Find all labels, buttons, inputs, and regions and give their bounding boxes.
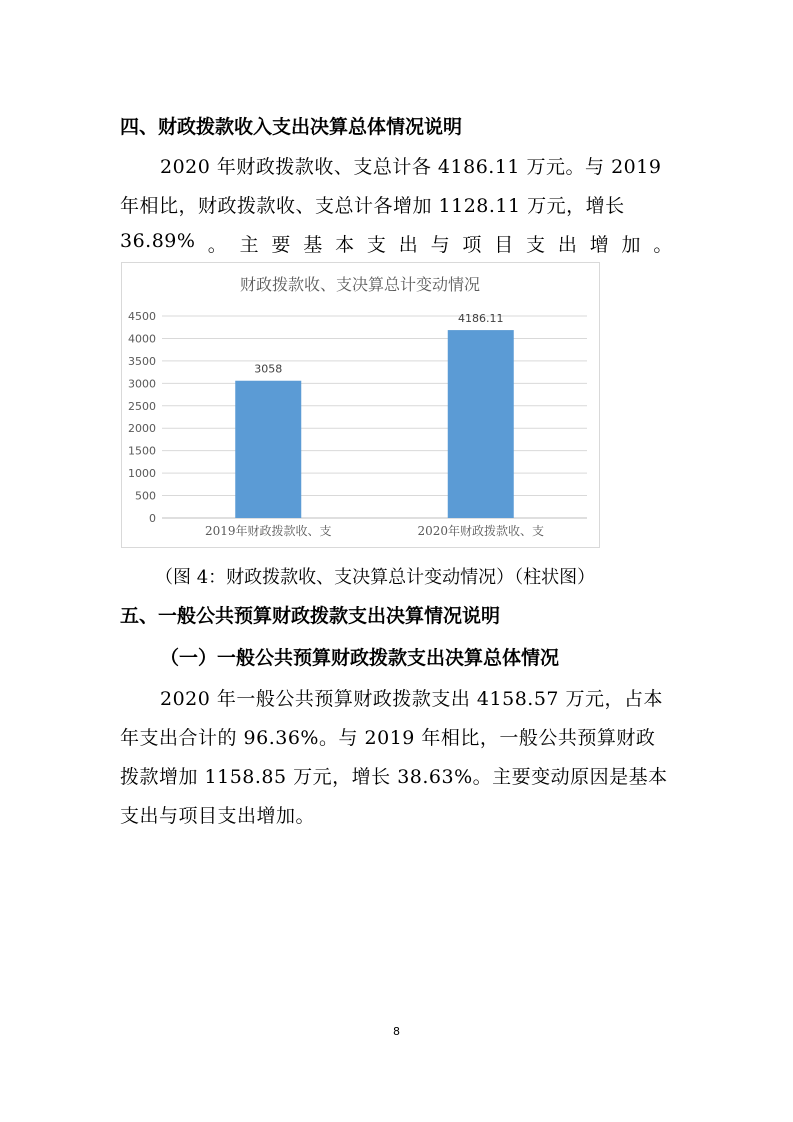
justified-token: 目 [494, 234, 514, 256]
data-label-1: 3058 [254, 362, 283, 376]
bar-2 [448, 330, 514, 518]
section5-para-line-4: 支出与项目支出增加。 [120, 805, 316, 827]
y-tick-label: 4000 [128, 332, 156, 346]
y-tick-label: 3000 [128, 377, 156, 391]
section5-heading: 五、一般公共预算财政拨款支出决算情况说明 [120, 605, 501, 627]
justified-token: 主 [239, 234, 260, 256]
justified-token: 与 [430, 234, 451, 256]
section5-para-line-3: 拨款增加 1158.85 万元，增长 38.63%。主要变动原因是基本 [120, 766, 668, 788]
section4-para-line-1: 2020 年财政拨款收、支总计各 4186.11 万元。与 2019 [160, 156, 662, 178]
y-tick-label: 1000 [128, 467, 156, 481]
section4-heading: 四、财政拨款收入支出决算总体情况说明 [120, 116, 463, 138]
y-tick-label: 2000 [128, 422, 156, 436]
y-tick-label: 3500 [128, 354, 156, 368]
bar-1 [235, 381, 301, 518]
justified-token: 本 [335, 234, 355, 256]
chart-title: 财政拨款收、支决算总计变动情况 [239, 275, 481, 294]
section5-para-line-1: 2020 年一般公共预算财政拨款支出 4158.57 万元，占本 [160, 688, 664, 710]
justified-token: 出 [398, 234, 419, 256]
y-tick-label: 1500 [128, 444, 156, 458]
justified-token: 要 [271, 234, 291, 256]
justified-token: 支 [366, 234, 387, 256]
bar-chart-svg [122, 263, 599, 547]
figure-caption: （图 4：财政拨款收、支决算总计变动情况）（柱状图） [155, 567, 596, 588]
y-tick-label: 0 [149, 512, 156, 525]
justified-token: 。 [207, 234, 228, 256]
justified-token: 。 [653, 234, 673, 256]
y-tick-label: 4500 [128, 310, 156, 323]
section5-sub-heading: （一）一般公共预算财政拨款支出决算总体情况 [160, 647, 560, 669]
data-label-2: 4186.11 [458, 312, 504, 326]
justified-token: 增 [589, 234, 610, 256]
justified-token: 基 [303, 234, 323, 256]
x-tick-label-1: 2019年财政拨款收、支 [204, 524, 332, 538]
y-tick-label: 2500 [128, 399, 156, 413]
justified-token: 出 [557, 234, 578, 256]
justified-token: 36.89% [120, 230, 196, 252]
justified-token: 加 [621, 234, 642, 256]
justified-token: 项 [462, 234, 482, 256]
page-number: 8 [393, 1025, 400, 1038]
justified-token: 支 [526, 234, 546, 256]
bar-chart [121, 262, 600, 548]
x-tick-label-2: 2020年财政拨款收、支 [417, 524, 545, 538]
section4-para-line-3 [120, 230, 673, 257]
y-tick-label: 500 [135, 489, 156, 503]
section4-para-line-2: 年相比，财政拨款收、支总计各增加 1128.11 万元，增长 [120, 195, 625, 217]
section5-para-line-2: 年支出合计的 96.36%。与 2019 年相比，一般公共预算财政 [120, 727, 656, 749]
